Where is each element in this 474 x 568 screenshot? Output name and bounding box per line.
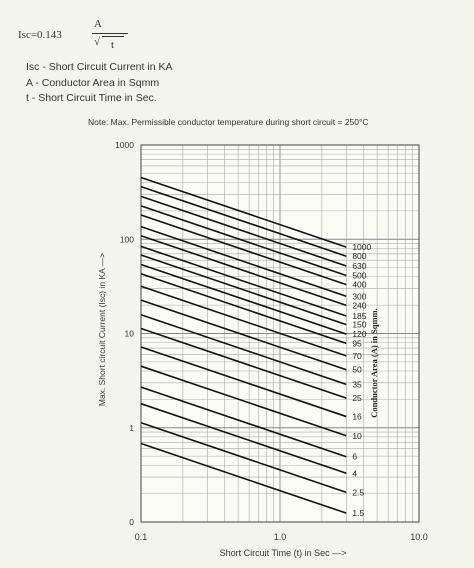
x-tick-label: 1.0 xyxy=(273,532,287,542)
formula-numerator: A xyxy=(94,18,102,30)
series-label-185: 185 xyxy=(352,310,367,321)
formula-lhs: Isc=0.143 xyxy=(18,29,62,41)
series-label-16: 16 xyxy=(352,411,362,422)
series-label-1000: 1000 xyxy=(352,242,372,253)
series-label-25: 25 xyxy=(352,393,362,404)
formula-denominator: t xyxy=(111,39,115,51)
definition-area: A - Conductor Area in Sqmm xyxy=(26,76,160,89)
series-label-150: 150 xyxy=(352,319,367,330)
series-label-4: 4 xyxy=(352,468,358,479)
y-tick-label: 0 xyxy=(129,517,134,527)
series-label-10: 10 xyxy=(352,430,362,441)
y-tick-label: 1 xyxy=(129,422,134,433)
series-label-50: 50 xyxy=(352,364,362,375)
y-tick-label: 100 xyxy=(119,234,134,245)
y-tick-label: 10 xyxy=(124,328,134,339)
series-label-70: 70 xyxy=(352,350,362,361)
series-label-240: 240 xyxy=(352,300,367,311)
x-axis-label: Short Circuit Time (t) in Sec —> xyxy=(219,548,347,558)
y-axis-label: Max. Short circuit Current (Isc) in KA —> xyxy=(97,252,107,407)
definition-isc: Isc - Short Circuit Current in KA xyxy=(26,61,173,73)
series-label-2.5: 2.5 xyxy=(352,487,365,498)
series-label-6: 6 xyxy=(352,451,358,462)
series-label-400: 400 xyxy=(352,279,367,290)
conductor-area-label: Conductor Area (A) in Sqmm. xyxy=(369,308,379,418)
series-label-35: 35 xyxy=(352,379,362,390)
series-label-800: 800 xyxy=(352,251,367,262)
series-label-630: 630 xyxy=(352,260,367,271)
series-label-300: 300 xyxy=(352,291,367,302)
x-tick-label: 0.1 xyxy=(134,532,148,542)
formula-sqrt-sign: √ xyxy=(94,36,101,48)
x-tick-label: 10.0 xyxy=(410,532,428,542)
definition-time: t - Short Circuit Time in Sec. xyxy=(26,92,157,104)
temperature-note: Note: Max. Permissible conductor temperature during short circuit = 250°C xyxy=(88,117,369,127)
series-label-1.5: 1.5 xyxy=(352,508,365,519)
series-label-120: 120 xyxy=(352,329,367,340)
series-label-95: 95 xyxy=(352,338,362,349)
y-tick-label: 1000 xyxy=(115,140,134,150)
series-label-500: 500 xyxy=(352,270,367,281)
